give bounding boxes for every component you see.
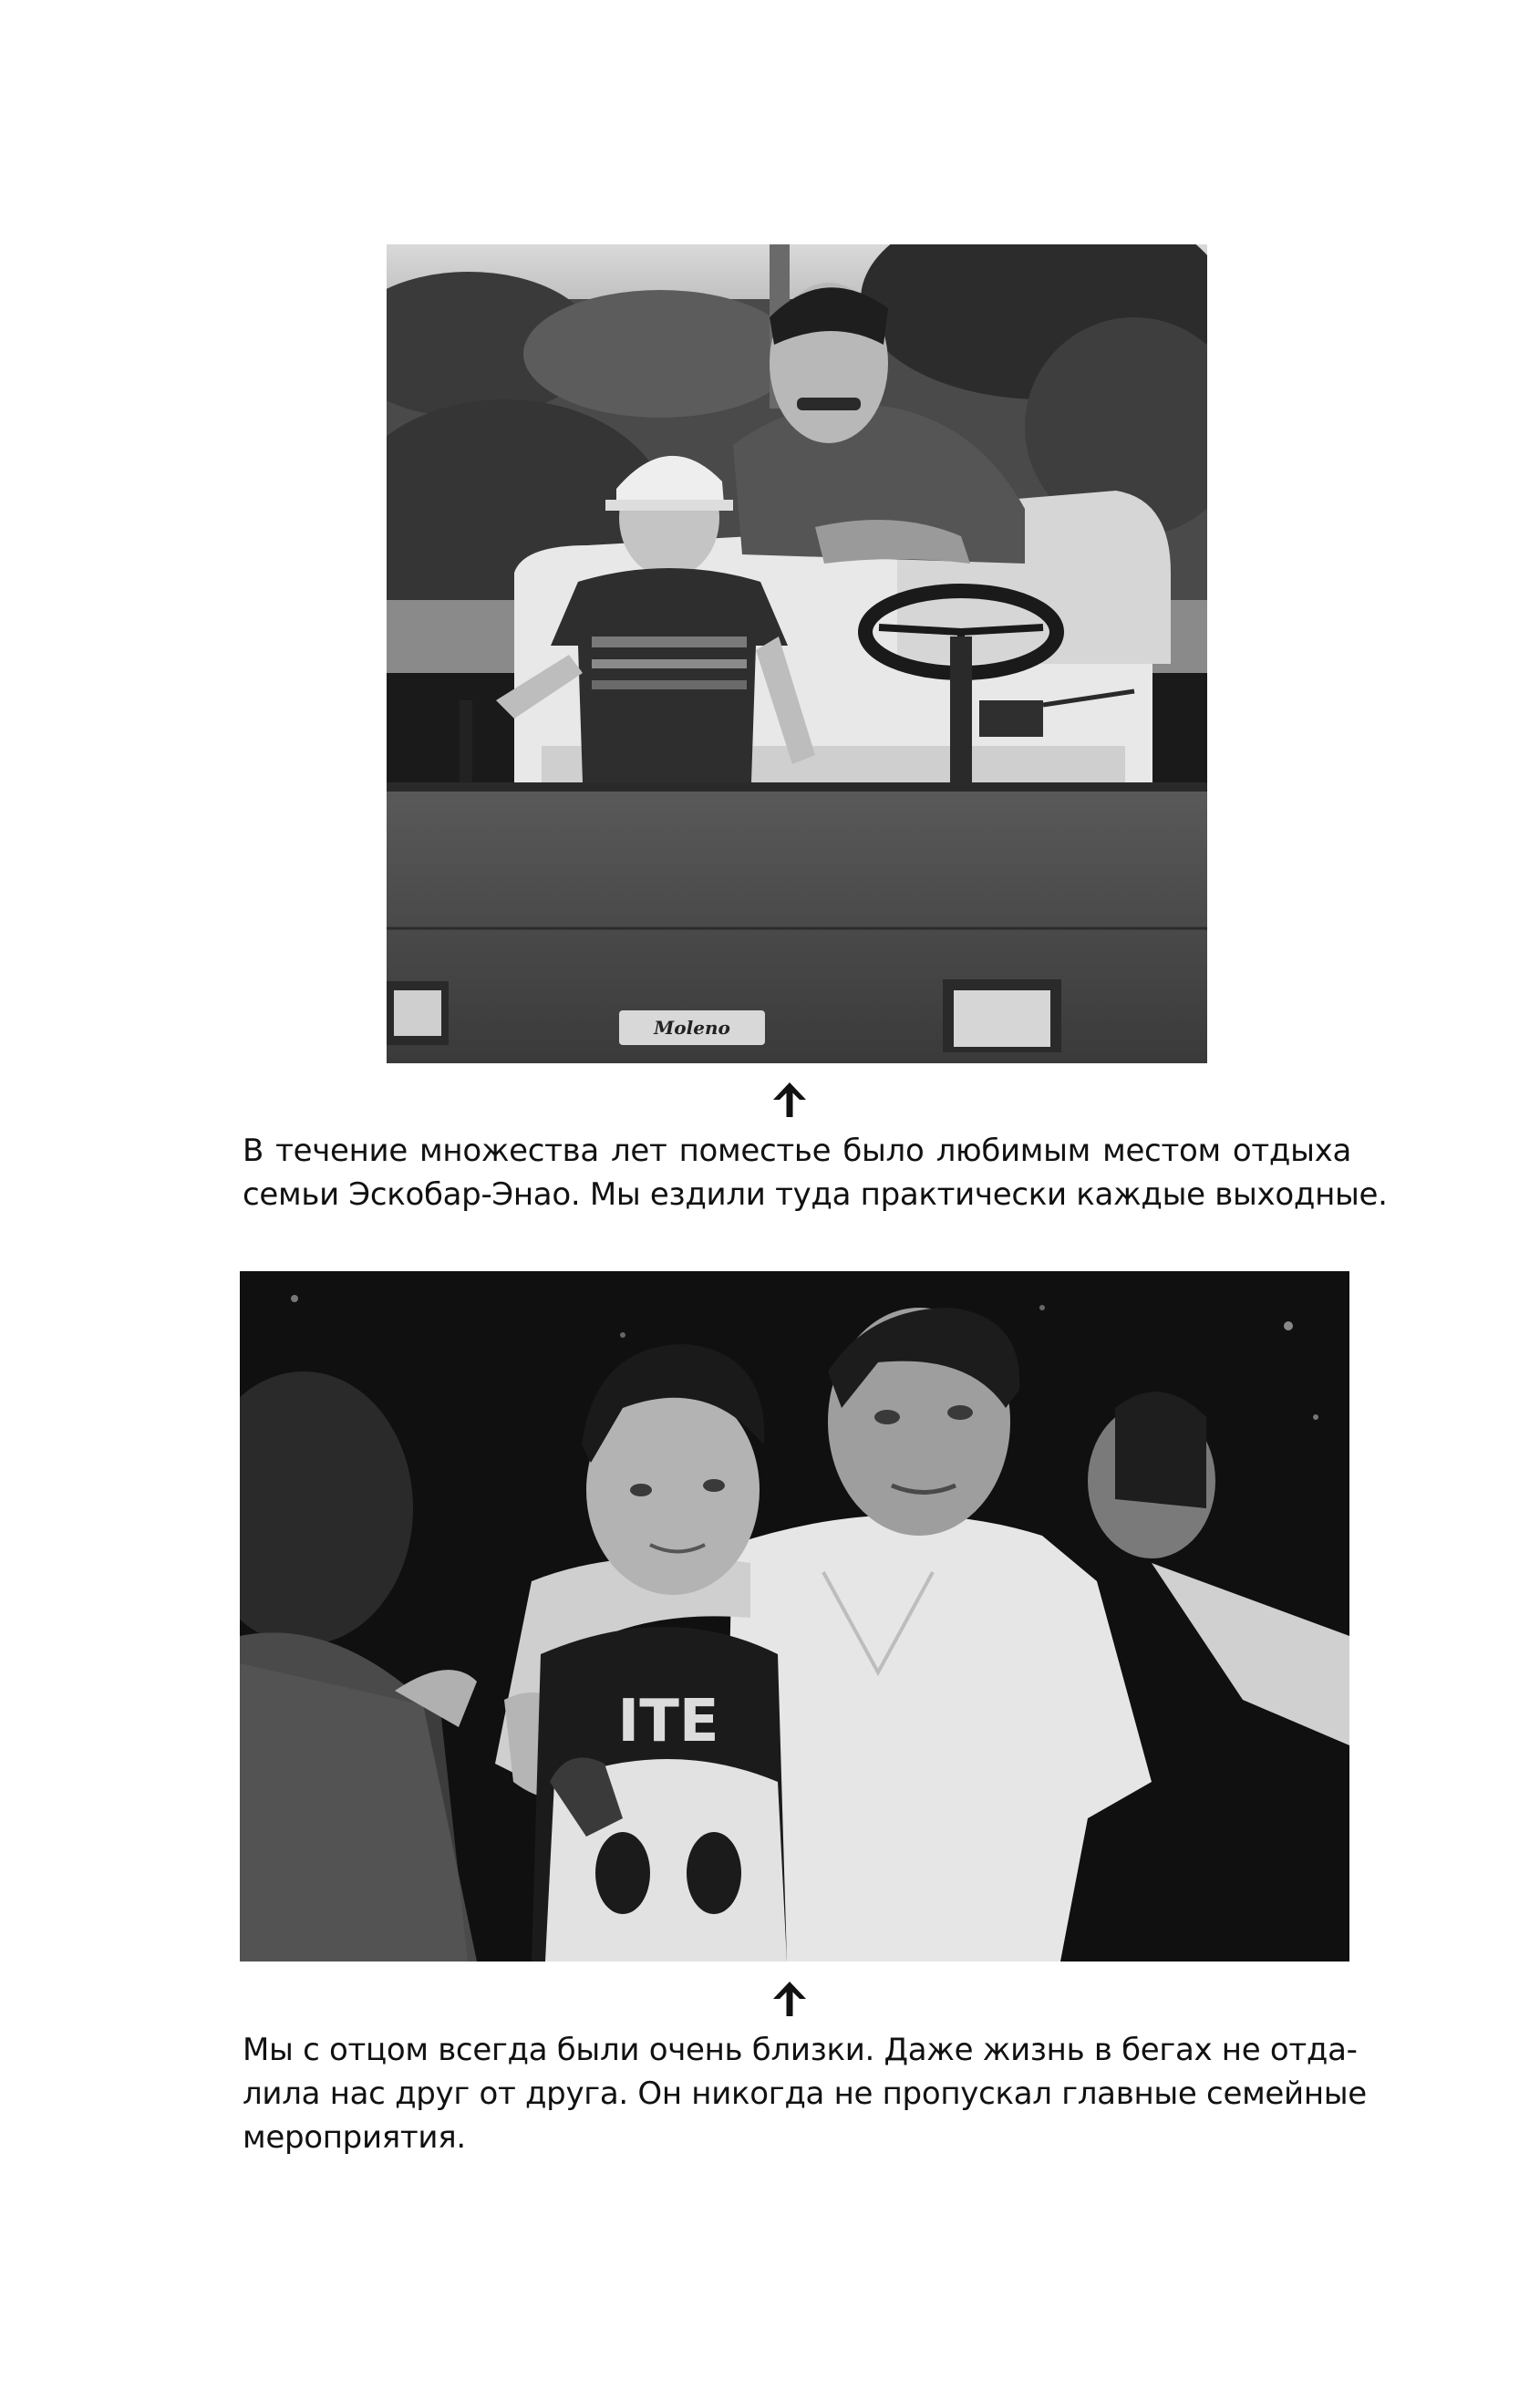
caption-2 [243,2028,1367,2159]
photo-father-son [240,1271,1349,1961]
arrow-up-icon [770,1979,810,2019]
caption-2-line-2: лила нас друг от друга. Он никогда не пропускал главные семейные [243,2075,1367,2112]
caption-2-line-1: Мы с отцом всегда были очень близки. Даже жизнь в бегах не отда- [243,2032,1358,2068]
cart-plate-text: Moleno [654,1017,730,1039]
caption-2-line-3: мероприятия. [243,2119,466,2156]
photo-cart [387,244,1207,1063]
caption-1-line-2: семьи Эскобар-Энао. Мы ездили туда практически каждые выходные. [243,1176,1388,1213]
shirt-print-text: ITE [617,1688,719,1755]
caption-1 [243,1129,1388,1216]
arrow-up-icon [770,1080,810,1120]
caption-1-line-1: В течение множества лет поместье было любимым местом отдыха [243,1133,1351,1169]
photo-father-son-image [240,1271,1349,1961]
photo-cart-image [387,244,1207,1063]
